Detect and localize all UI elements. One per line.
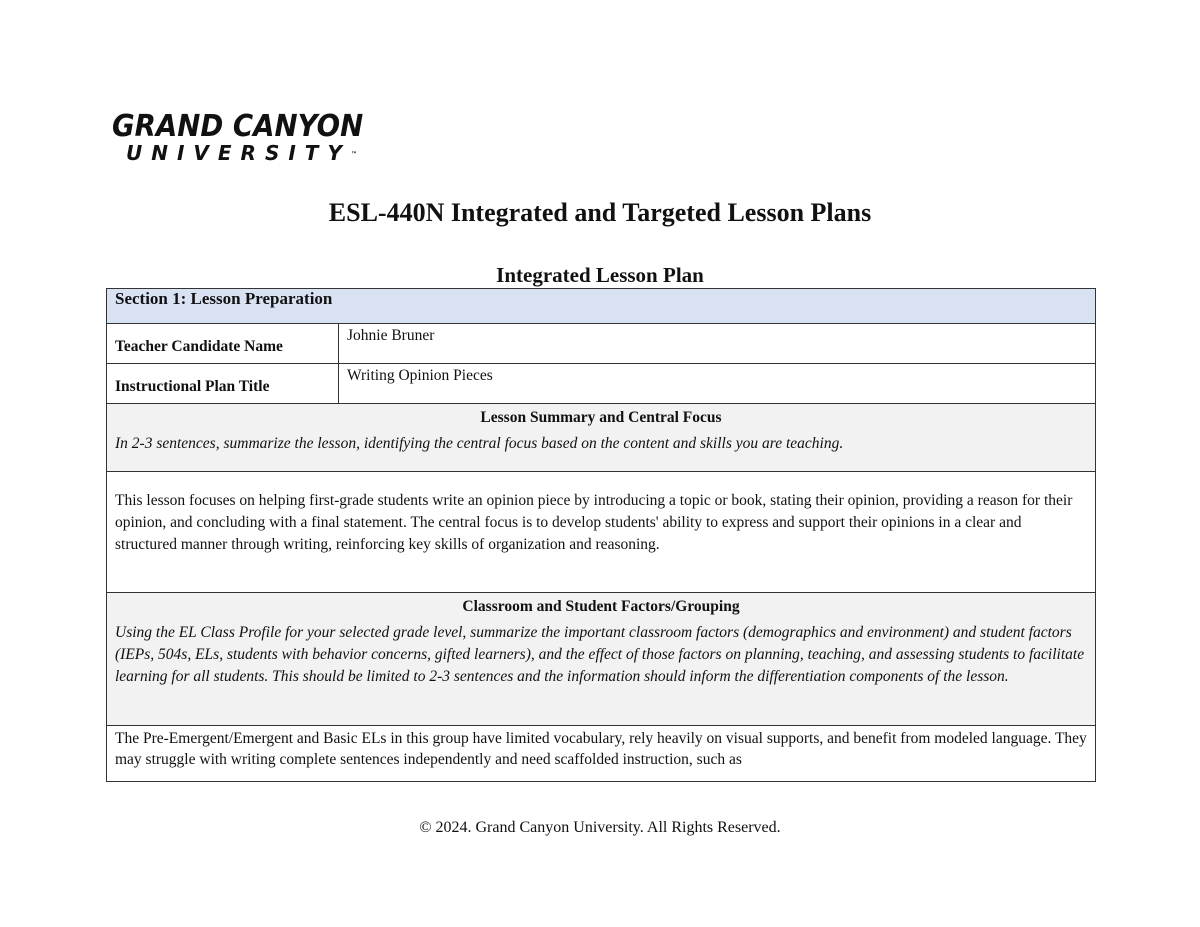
logo-wordmark-bottom: [126, 142, 372, 164]
factors-prompt: Using the EL Class Profile for your selected grade level, summarize the important classroom factors (demographics and environment) and student factors (IEPs, 504s, ELs, students with behavior concerns, gifted learners), and the effect of those factors on planning, teaching, and assessing students to facilitate learning for all students. This should be limited to 2-3 sentences and the information should inform the differentiation components of the lesson.: [115, 624, 1085, 685]
factors-heading: Classroom and Student Factors/Grouping: [462, 598, 740, 615]
university-logo: [112, 109, 372, 165]
summary-prompt-row: [107, 404, 1096, 472]
factors-prompt-cell: [107, 593, 1096, 726]
summary-response-row: [107, 472, 1096, 593]
plan-title-value: Writing Opinion Pieces: [339, 364, 1096, 404]
teacher-name-label: Teacher Candidate Name: [107, 324, 339, 364]
plan-title: Integrated Lesson Plan: [496, 263, 704, 287]
document-title: ESL-440N Integrated and Targeted Lesson Plans: [328, 198, 872, 227]
factors-response-row: [107, 726, 1096, 782]
factors-text: The Pre-Emergent/Emergent and Basic ELs in this group have limited vocabulary, rely heavily on visual supports, and benefit from modeled language. They may struggle with writing complete sentences independently and need scaffolded instruction, such as: [107, 726, 1096, 782]
summary-prompt-cell: [107, 404, 1096, 472]
summary-text: This lesson focuses on helping first-grade students write an opinion piece by introducing a topic or book, stating their opinion, providing a reason for their opinion, and concluding with a final statement. The central focus is to develop students' ability to express and support their opinions in a clear and structured manner through writing, reinforcing key skills of organization and reasoning.: [107, 472, 1096, 593]
summary-heading: Lesson Summary and Central Focus: [480, 409, 722, 426]
trademark-symbol: ™: [350, 151, 357, 158]
summary-prompt: In 2-3 sentences, summarize the lesson, identifying the central focus based on the content and skills you are teaching.: [115, 435, 844, 452]
plan-title-label: Instructional Plan Title: [107, 364, 339, 404]
factors-prompt-row: [107, 593, 1096, 726]
teacher-name-value: Johnie Bruner: [339, 324, 1096, 364]
teacher-name-row: [107, 324, 1096, 364]
section-header-row: [107, 289, 1096, 324]
plan-title-row: [107, 364, 1096, 404]
section-header: Section 1: Lesson Preparation: [107, 289, 1096, 324]
logo-wordmark-top: GRAND CANYON: [112, 109, 364, 144]
copyright-footer: © 2024. Grand Canyon University. All Rights Reserved.: [419, 819, 781, 836]
lesson-plan-table: [106, 288, 1096, 782]
logo-wordmark-bottom-text: UNIVERSITY: [126, 141, 351, 165]
